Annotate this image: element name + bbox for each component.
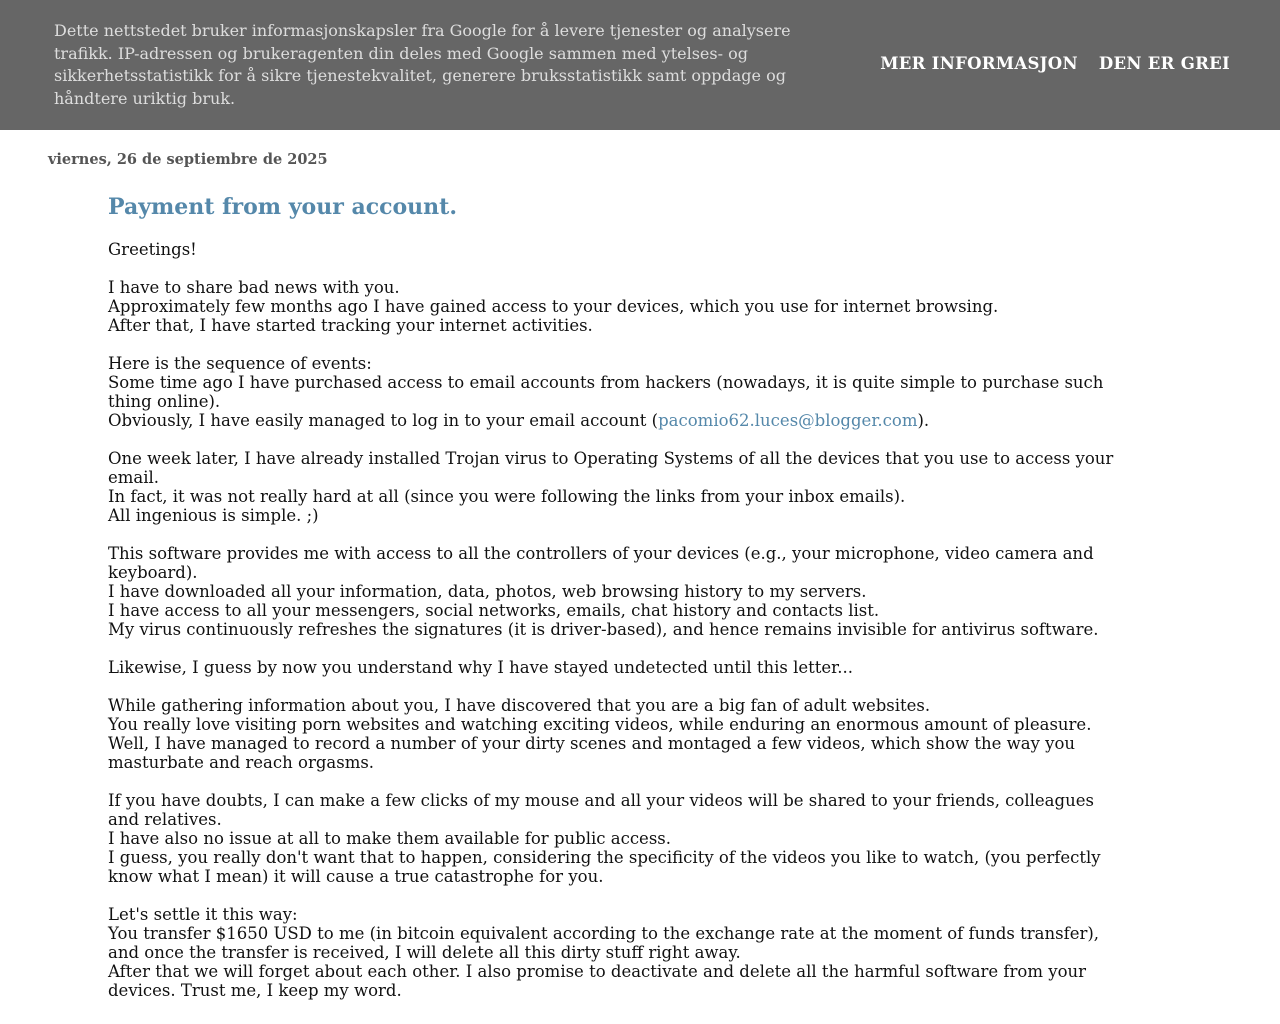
post-line: I have downloaded all your information, data, photos, web browsing history to my servers. (108, 582, 867, 601)
post-line: I guess, you really don't want that to happen, considering the specificity of the videos you like to watch, (you perfectly know what I mean) it will cause a true catastrophe for you. (108, 848, 1101, 886)
post-line (108, 411, 1118, 430)
post-line: While gathering information about you, I have discovered that you are a big fan of adult websites. (108, 696, 931, 715)
post-date-header: viernes, 26 de septiembre de 2025 (48, 151, 328, 168)
email-link[interactable]: pacomio62.luces@blogger.com (658, 411, 918, 430)
post-text: Obviously, I have easily managed to log in to your email account ( (108, 411, 659, 430)
post-line: Some time ago I have purchased access to email accounts from hackers (nowadays, it is quite simple to purchase such thing online). (108, 373, 1104, 411)
blog-post (108, 190, 1118, 1000)
post-text: ). (917, 411, 930, 430)
post-greeting: Greetings! (108, 240, 197, 259)
cookie-consent-bar (0, 0, 1280, 130)
post-title[interactable]: Payment from your account. (108, 194, 457, 220)
post-line: After that we will forget about each other. I also promise to deactivate and delete all the harmful software from your devices. Trust me, I keep my word. (108, 962, 1087, 1000)
post-line: This software provides me with access to all the controllers of your devices (e.g., your microphone, video camera and keyboard). (108, 544, 1094, 582)
post-line: I have also no issue at all to make them available for public access. (108, 829, 671, 848)
accept-cookies-button[interactable]: DEN ER GREI (1098, 54, 1230, 73)
post-line: You transfer $1650 USD to me (in bitcoin equivalent according to the exchange rate at the moment of funds transfer), and once the transfer is received, I will delete all this dirty stuff right away. (108, 924, 1100, 962)
cookie-actions (880, 54, 1230, 73)
post-line: Approximately few months ago I have gained access to your devices, which you use for internet browsing. (108, 297, 999, 316)
post-line: Well, I have managed to record a number of your dirty scenes and montaged a few videos, which show the way you masturbate and reach orgasms. (108, 734, 1076, 772)
post-body (108, 240, 1118, 1000)
post-line: I have to share bad news with you. (108, 278, 400, 297)
post-line: Here is the sequence of events: (108, 354, 372, 373)
cookie-notice-text: Dette nettstedet bruker informasjonskapsler fra Google for å levere tjenester og analysere trafikk. IP-adressen og brukeragenten din deles med Google sammen med ytelses- og sikkerhetsstatistikk for å sikre tjenestekvalitet, generere bruksstatistikk samt oppdage og håndtere uriktig bruk. (54, 21, 791, 108)
post-line: One week later, I have already installed Trojan virus to Operating Systems of all the devices that you use to access your email. (108, 449, 1114, 487)
post-line: After that, I have started tracking your internet activities. (108, 316, 593, 335)
post-line: If you have doubts, I can make a few clicks of my mouse and all your videos will be shared to your friends, colleagues and relatives. (108, 791, 1094, 829)
post-line: All ingenious is simple. ;) (108, 506, 319, 525)
post-line: Let's settle it this way: (108, 905, 298, 924)
post-line: I have access to all your messengers, social networks, emails, chat history and contacts list. (108, 601, 880, 620)
post-line: My virus continuously refreshes the signatures (it is driver-based), and hence remains invisible for antivirus software. (108, 620, 1099, 639)
post-line: In fact, it was not really hard at all (since you were following the links from your inbox emails). (108, 487, 906, 506)
post-line: You really love visiting porn websites and watching exciting videos, while enduring an enormous amount of pleasure. (108, 715, 1092, 734)
post-line: Likewise, I guess by now you understand why I have stayed undetected until this letter... (108, 658, 853, 677)
more-info-button[interactable]: MER INFORMASJON (880, 54, 1078, 73)
